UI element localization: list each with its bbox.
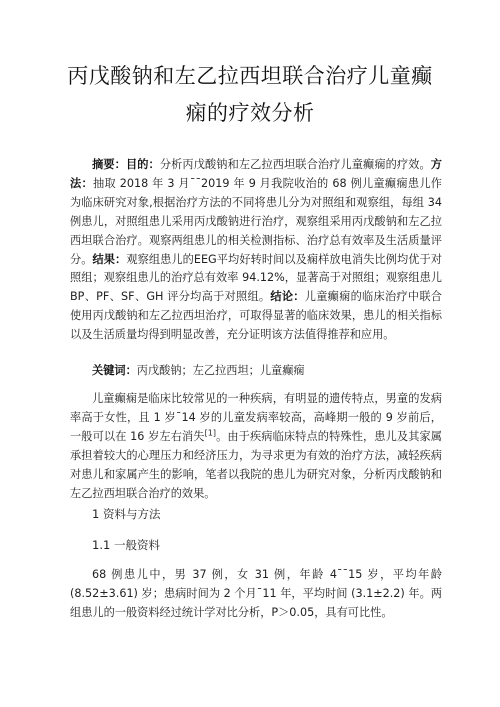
abstract-label: 摘要： bbox=[92, 158, 126, 171]
title-line-1: 丙戊酸钠和左乙拉西坦联合治疗儿童癫 bbox=[67, 64, 433, 88]
title-line-2: 痫的疗效分析 bbox=[185, 101, 315, 125]
conclusion-label: 结论： bbox=[270, 290, 305, 304]
method-text: 抽取 2018 年 3 月¯¯2019 年 9 月我院收治的 68 例儿童癫痫患儿作为临床研究对象,根据治疗方法的不同将患儿分为对照组和观察组，每组 34 例患儿，对照组患儿采用丙戊酸钠进行治疗，观察组采用丙戊酸钠和左乙拉西坦联合治疗。观察两组患儿的相关检测指标、治疗总有效率及生活质量评分。 bbox=[70, 176, 442, 266]
keywords bbox=[70, 362, 442, 381]
general-info-paragraph: 68 例患儿中，男 37 例，女 31 例，年龄 4¯¯15 岁，平均年龄 (8.52±3.61) 岁；患病时间为 2 个月¯11 年，平均时间 (3.1±2.2) 年。两组患儿的一般资料经过统计学对比分析，P＞0.05，具有可比性。 bbox=[70, 568, 442, 619]
section-heading-1: 1 资料与方法 bbox=[92, 507, 161, 521]
conclusion-text: 儿童癫痫的临床治疗中联合使用丙戊酸钠和左乙拉西坦治疗，可取得显著的临床效果，患儿的相关指标以及生活质量均得到明显改善，充分证明该方法值得推荐和应用。 bbox=[70, 290, 442, 342]
intro-text-1: 儿童癫痫是临床比较常见的一种疾病，有明显的遗传特点，男童的发病率高于女性，且 1 岁¯14 岁的儿童发病率较高，高峰期一般的 9 岁前后，一般可以在 16 岁左右消失 bbox=[70, 392, 442, 443]
result-text: 观察组患儿的EEG平均好转时间以及痫样放电消失比例均优于对照组；观察组患儿的治疗总有效率 94.12%，显著高于对照组；观察组患儿 BP、PF、SF、GH 评分均高于对照组。 bbox=[70, 252, 442, 304]
intro-paragraph bbox=[70, 390, 442, 503]
intro-text-2: 。由于疾病临床特点的特殊性，患儿及其家属承担着较大的心理压力和经济压力，为寻求更为有效的治疗方法，减轻疾病对患儿和家属产生的影响，笔者以我院的患儿为研究对象，分析丙戊酸钠和左乙拉西坦联合治疗的效果。 bbox=[70, 429, 442, 500]
keywords-label: 关键词： bbox=[92, 364, 137, 377]
objective-text: 分析丙戊酸钠和左乙拉西坦联合治疗儿童癫痫的疗效。 bbox=[159, 158, 431, 171]
section-heading-1-1: 1.1 一般资料 bbox=[92, 538, 160, 552]
objective-label: 目的： bbox=[125, 158, 160, 171]
result-label: 结果： bbox=[92, 252, 127, 266]
method-label: 方法： bbox=[70, 158, 442, 190]
keywords-text: 丙戊酸钠；左乙拉西坦；儿童癫痫 bbox=[136, 364, 305, 377]
abstract bbox=[70, 156, 442, 345]
citation-ref: [1] bbox=[204, 428, 216, 438]
